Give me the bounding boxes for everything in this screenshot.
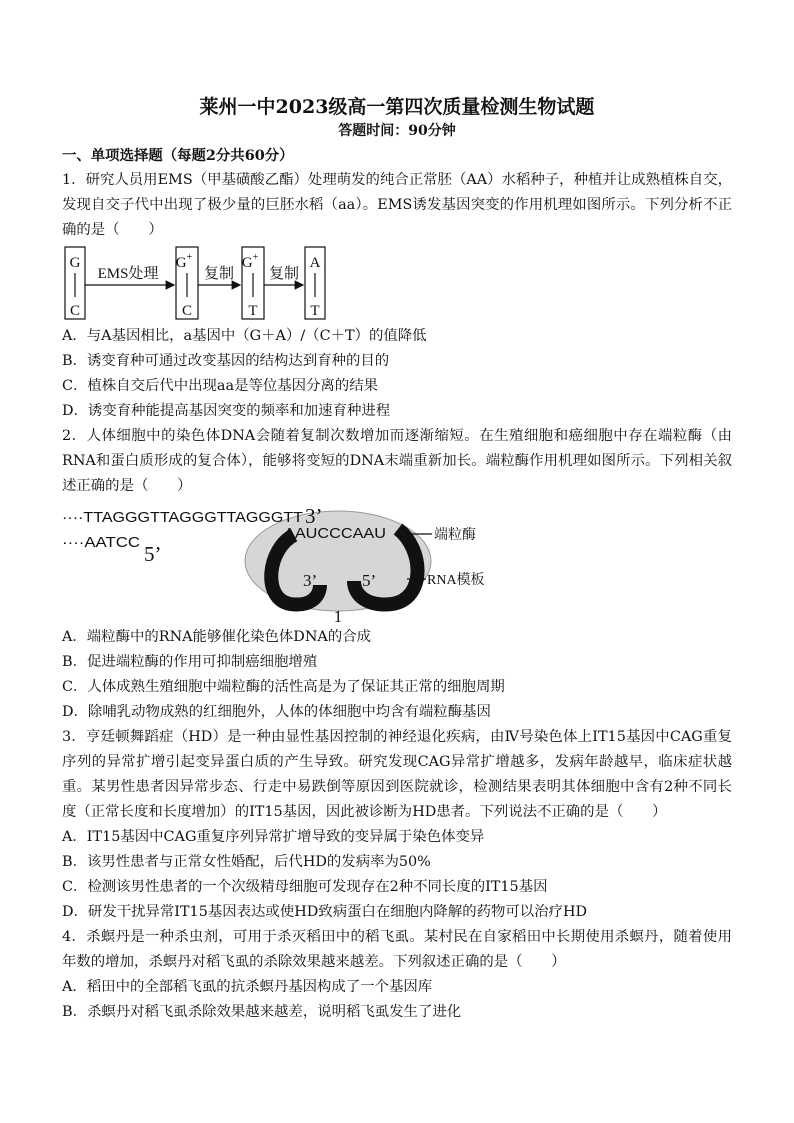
dna-bottom-strand: ····AATCC — [62, 534, 141, 551]
inner-left-end-label: 3’ — [303, 571, 318, 590]
question-1 — [62, 168, 732, 424]
enzyme-callout-label: 端粒酶 — [434, 528, 476, 543]
dna-bottom-end-label: 5’ — [144, 542, 162, 566]
question-3-option-b: B．该男性患者与正常女性婚配，后代HD的发病率为50% — [62, 854, 431, 870]
question-2-option-d: D．除哺乳动物成熟的红细胞外，人体的体细胞中均含有端粒酶基因 — [62, 704, 491, 720]
base-pair-4-bottom: T — [310, 303, 320, 319]
question-1-stem: 1．研究人员用EMS（甲基磺酸乙酯）处理萌发的纯合正常胚（AA）水稻种子，种植并让成熟植株自交，发现自交子代中出现了极少量的巨胚水稻（aa）。EMS诱发基因突变的作用机理如图所示。下列分析不正确的是（ ） — [62, 172, 732, 238]
base-pair-2-bottom: C — [181, 303, 193, 319]
section-heading: 一、单项选择题（每题2分共60分） — [62, 147, 294, 164]
question-4-option-b: B．杀螟丹对稻飞虱杀除效果越来越差，说明稻飞虱发生了进化 — [62, 1004, 462, 1020]
base-pair-4-top: A — [309, 255, 321, 271]
arrow-2-label: 复制 — [203, 266, 235, 282]
question-4-stem: 4．杀螟丹是一种杀虫剂，可用于杀灭稻田中的稻飞虱。某村民在自家稻田中长期使用杀螟丹，随着使用年数的增加，杀螟丹对稻飞虱的杀除效果越来越差。下列叙述正确的是（ ） — [62, 929, 732, 970]
question-1-option-b: B．诱变育种可通过改变基因的结构达到育种的目的 — [62, 353, 390, 369]
base-pair-3-bottom: T — [248, 303, 258, 319]
question-4-option-a: A．稻田中的全部稻飞虱的抗杀螟丹基因构成了一个基因库 — [62, 979, 433, 995]
base-pair-1-bottom: C — [69, 303, 81, 319]
dna-top-end-label: 3’ — [305, 504, 323, 528]
question-1-option-d: D．诱变育种能提高基因突变的频率和加速育种进程 — [62, 403, 391, 419]
question-3-option-d: D．研发干扰异常IT15基因表达或使HD致病蛋白在细胞内降解的药物可以治疗HD — [62, 904, 588, 920]
exam-content — [62, 95, 732, 1025]
step-number: 1 — [333, 607, 343, 625]
arrow-3-label: 复制 — [268, 266, 300, 282]
question-3-option-c: C．检测该男性患者的一个次级精母细胞可发现存在2种不同长度的IT15基因 — [62, 879, 548, 895]
exam-title: 莱州一中2023级高一第四次质量检测生物试题 — [199, 96, 595, 118]
rna-template-sequence: AAUCCCAAU — [284, 525, 386, 542]
question-2-stem: 2．人体细胞中的染色体DNA会随着复制次数增加而逐渐缩短。在生殖细胞和癌细胞中存在端粒酶（由RNA和蛋白质形成的复合体），能够将变短的DNA末端重新加长。端粒酶作用机理如图所示。下列相关叙述正确的是（ ） — [62, 428, 732, 494]
base-pair-1-top: G — [69, 255, 81, 271]
dna-top-strand: ····TTAGGGTTAGGGTTAGGGTT — [62, 509, 303, 526]
question-3-option-a: A．IT15基因中CAG重复序列异常扩增导致的变异属于染色体变异 — [62, 829, 485, 845]
base-pair-2-top: G+ — [175, 252, 193, 271]
question-2-option-c: C．人体成熟生殖细胞中端粒酶的活性高是为了保证其正常的细胞周期 — [62, 679, 505, 695]
inner-right-end-label: 5’ — [362, 571, 377, 590]
rna-callout-label: RNA模板 — [427, 573, 485, 588]
base-pair-3-top: G+ — [241, 252, 259, 271]
exam-time: 答题时间：90分钟 — [338, 123, 456, 139]
question-3-stem: 3．亨廷顿舞蹈症（HD）是一种由显性基因控制的神经退化疾病，由Ⅳ号染色体上IT15基因中CAG重复序列的异常扩增引起变异蛋白质的产生导致。研究发现CAG异常扩增越多，发病年龄越早，临床症状越重。某男性患者因异常步态、行走中易跌倒等原因到医院就诊，检测结果表明其体细胞中含有2种不同长度（正常长度和长度增加）的IT15基因，因此被诊断为HD患者。下列说法不正确的是（ ） — [62, 729, 732, 820]
question-2-option-a: A．端粒酶中的RNA能够催化染色体DNA的合成 — [62, 629, 371, 645]
question-2 — [62, 424, 732, 725]
question-1-option-c: C．植株自交后代中出现aa是等位基因分离的结果 — [62, 378, 378, 394]
ems-mutation-diagram — [62, 243, 732, 324]
arrow-1-label: EMS处理 — [97, 266, 159, 282]
question-2-option-b: B．促进端粒酶的作用可抑制癌细胞增殖 — [62, 654, 318, 670]
question-4 — [62, 925, 732, 1025]
question-1-option-a: A．与A基因相比，a基因中（G＋A）/（C＋T）的值降低 — [62, 328, 427, 344]
telomerase-diagram — [62, 499, 732, 625]
question-3 — [62, 725, 732, 925]
